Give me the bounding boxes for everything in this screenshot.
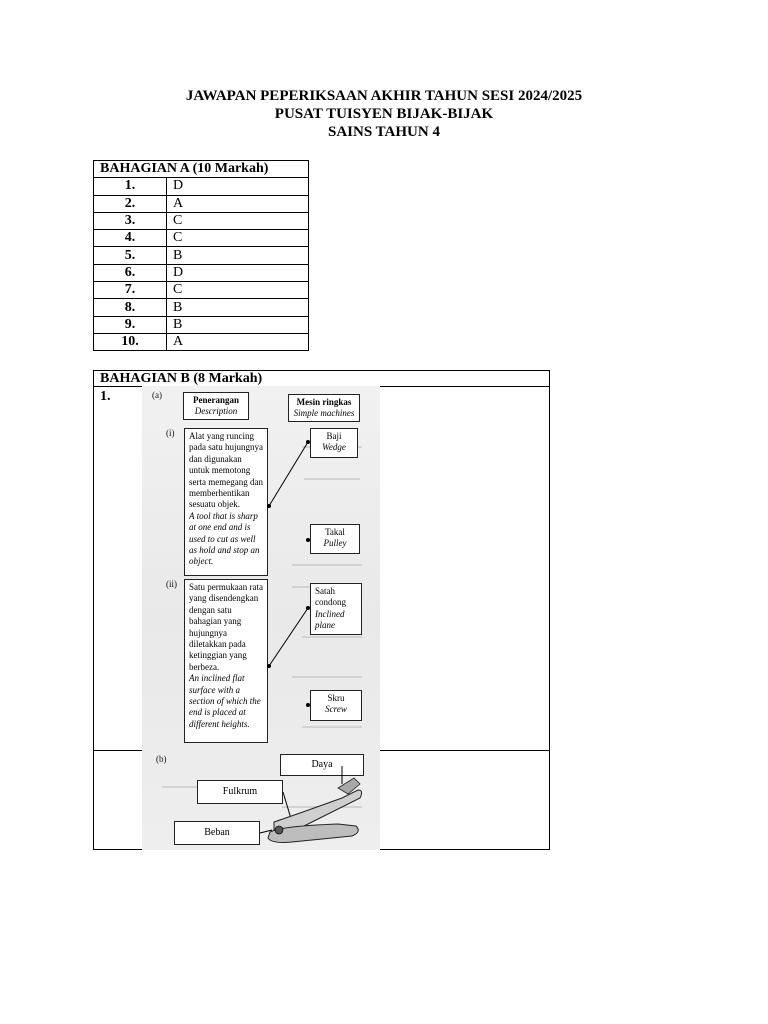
answer-cell: C — [167, 282, 309, 299]
machine-pulley-ms: Takal — [325, 527, 345, 537]
part-a-row — [94, 282, 309, 299]
question-number: 10. — [94, 333, 167, 350]
answer-cell: C — [167, 212, 309, 229]
machine-screw-en: Screw — [325, 704, 347, 715]
answer-cell: A — [167, 333, 309, 350]
daya-box: Daya — [280, 754, 364, 776]
description-i-en: A tool that is sharp at one end and is used to cut as well as hold and stop an object. — [189, 510, 260, 567]
description-header-ms: Penerangan — [193, 395, 239, 405]
answer-cell: D — [167, 264, 309, 281]
question-number: 2. — [94, 195, 167, 212]
beban-box: Beban — [174, 821, 260, 845]
part-a-row — [94, 195, 309, 212]
part-a-row — [94, 247, 309, 264]
machine-pulley-en: Pulley — [323, 538, 347, 549]
part-a-label: (a) — [152, 390, 162, 400]
part-a-row — [94, 178, 309, 195]
part-a-header-row — [94, 161, 309, 178]
part-b-row-divider-right — [380, 750, 550, 751]
answer-cell: B — [167, 316, 309, 333]
question-number: 5. — [94, 247, 167, 264]
header-line-2: PUSAT TUISYEN BIJAK-BIJAK — [274, 106, 494, 122]
machines-header-en: Simple machines — [293, 408, 355, 419]
nail-clipper-drawing — [142, 386, 380, 850]
question-number: 7. — [94, 282, 167, 299]
machines-header-ms: Mesin ringkas — [296, 397, 352, 407]
question-number: 4. — [94, 230, 167, 247]
answer-cell: C — [167, 230, 309, 247]
part-b-header-divider-right — [371, 386, 550, 387]
part-a-row — [94, 316, 309, 333]
description-ii-en: An inclined flat surface with a section of which the end is placed at different heights. — [189, 673, 261, 729]
part-a-row — [94, 230, 309, 247]
part-a-row — [94, 299, 309, 316]
part-a-table — [93, 160, 309, 351]
description-i-ms: Alat yang runcing pada satu hujungnya dan digunakan untuk memotong serta memegang dan memberhentikan sesuatu objek. — [189, 431, 263, 510]
part-a-title: BAHAGIAN A (10 Markah) — [94, 161, 309, 178]
machine-screw-ms: Skru — [327, 693, 345, 703]
fulkrum-box: Fulkrum — [197, 780, 283, 804]
machine-wedge-ms: Baji — [326, 431, 342, 441]
machine-wedge-en: Wedge — [322, 442, 346, 453]
scanned-answer-figure — [142, 386, 380, 850]
question-1-number: 1. — [100, 389, 111, 404]
machine-inclined-plane-ms: Satah condong — [315, 586, 346, 608]
part-a-row — [94, 212, 309, 229]
header-line-3: SAINS TAHUN 4 — [328, 124, 440, 140]
answer-cell: D — [167, 178, 309, 195]
question-number: 9. — [94, 316, 167, 333]
part-b-sub-label: (b) — [156, 754, 167, 764]
question-number: 8. — [94, 299, 167, 316]
machine-inclined-plane-en: Inclined plane — [315, 608, 345, 631]
item-i-label: (i) — [166, 428, 175, 438]
question-number: 1. — [94, 178, 167, 195]
question-number: 3. — [94, 212, 167, 229]
answer-cell: B — [167, 299, 309, 316]
answer-cell: B — [167, 247, 309, 264]
part-a-row — [94, 264, 309, 281]
item-ii-label: (ii) — [166, 579, 177, 589]
description-header-en: Description — [194, 406, 238, 417]
header-line-1: JAWAPAN PEPERIKSAAN AKHIR TAHUN SESI 2024/2025 — [185, 88, 583, 104]
question-number: 6. — [94, 264, 167, 281]
description-ii-ms: Satu permukaan rata yang disendengkan dengan satu bahagian yang hujungnya diletakkan pada ketinggian yang berbeza. — [189, 582, 263, 672]
part-a-row — [94, 333, 309, 350]
part-b-title: BAHAGIAN B (8 Markah) — [100, 371, 263, 386]
answer-cell: A — [167, 195, 309, 212]
part-b-row-divider-left — [93, 750, 143, 751]
